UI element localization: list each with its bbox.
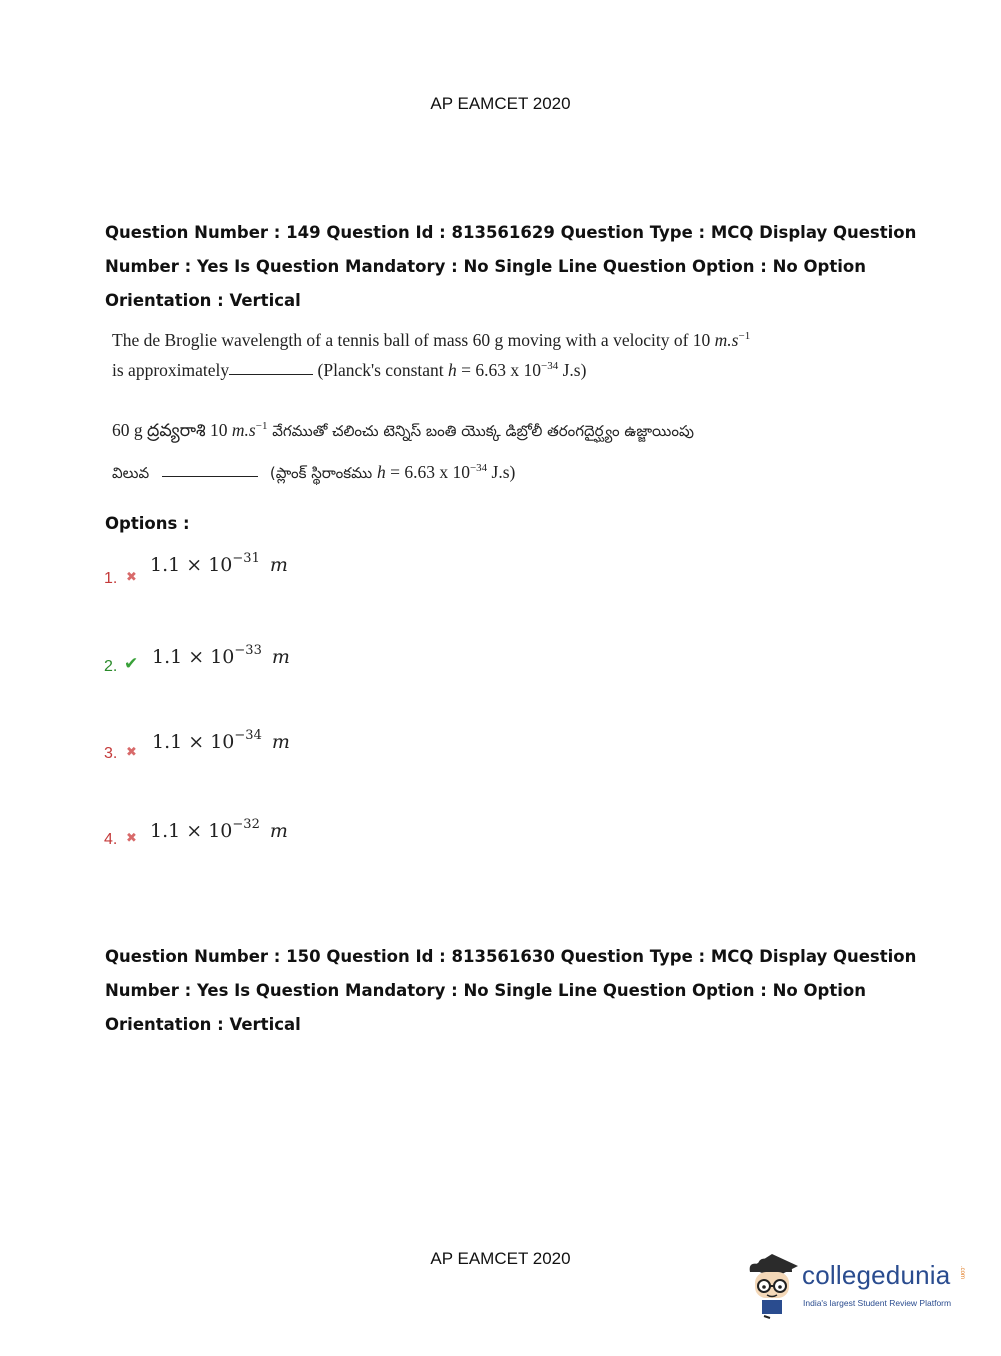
option-number: 4.	[104, 831, 118, 848]
collegedunia-logo	[742, 1250, 972, 1320]
option-number: 3.	[104, 745, 118, 762]
option-value: $1.1 \times 10^{-32}$ m	[150, 817, 288, 842]
meta-line: Number : Yes Is Question Mandatory : No Single Line Question Option : No Option	[105, 981, 866, 1000]
logo-name: collegedunia	[802, 1260, 951, 1290]
answer-blank	[162, 476, 258, 477]
option-number: 1.	[104, 570, 118, 587]
option-value: $1.1 \times 10^{-34}$ m	[152, 728, 290, 753]
logo-tagline: India's largest Student Review Platform	[803, 1298, 952, 1308]
options-label: Options :	[105, 514, 190, 533]
checkmark-icon: ✔	[124, 654, 139, 674]
meta-line: Number : Yes Is Question Mandatory : No Single Line Question Option : No Option	[105, 257, 866, 276]
meta-line: Orientation : Vertical	[105, 1015, 301, 1034]
answer-blank	[229, 374, 313, 375]
meta-line: Question Number : 149 Question Id : 813561629 Question Type : MCQ Display Question	[105, 223, 917, 242]
cross-icon: ✖	[126, 570, 137, 585]
question-150-meta	[105, 940, 917, 1042]
page-header: AP EAMCET 2020	[430, 94, 571, 113]
page-footer: AP EAMCET 2020	[430, 1249, 571, 1268]
logo-suffix: .com	[959, 1266, 965, 1280]
question-english-line-2: is approximately (Planck's constant h = 6.63 x $10^{-34}$ J.s)	[112, 360, 587, 380]
question-149-meta	[105, 216, 917, 318]
option-number: 2.	[104, 658, 118, 675]
option-value: $1.1 \times 10^{-33}$ m	[152, 643, 290, 668]
cross-icon: ✖	[126, 831, 137, 846]
option-value: $1.1 \times 10^{-31}$ m	[150, 551, 288, 576]
question-telugu-line-1: 60 g ద్రవ్యరాశి 10 $m.s^{-1}$ వేగముతో చలించు టెన్నిస్ బంతి యొక్క డిబ్రోలీ తరంగదైర్ఘ్యం ఉజ్జాయింపు	[112, 420, 694, 440]
question-telugu-line-2: విలువ (ప్లాంక్ స్థిరాంకము h = 6.63 x $10^{-34}$ J.s)	[112, 462, 516, 482]
student-mascot-icon	[742, 1250, 804, 1320]
cross-icon: ✖	[126, 745, 137, 760]
meta-line: Orientation : Vertical	[105, 291, 301, 310]
meta-line: Question Number : 150 Question Id : 813561630 Question Type : MCQ Display Question	[105, 947, 917, 966]
question-english-line-1: The de Broglie wavelength of a tennis ball of mass 60 g moving with a velocity of 10 $m.s^{-1}$	[112, 330, 751, 350]
